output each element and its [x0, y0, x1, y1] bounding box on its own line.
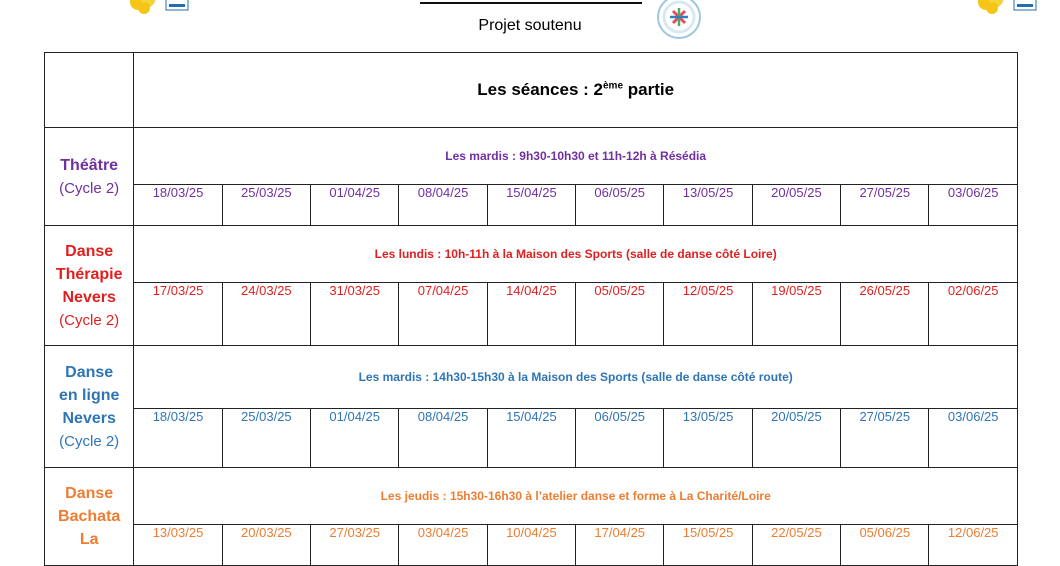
activity-name-line: La — [79, 531, 99, 548]
activity-label — [45, 346, 134, 468]
activity-info-row — [45, 226, 1018, 283]
activity-info-row — [45, 346, 1018, 409]
session-date-cell: 25/03/25 — [222, 185, 310, 226]
session-date-cell: 20/05/25 — [752, 185, 840, 226]
activity-dates-row — [45, 283, 1018, 346]
session-date-cell: 22/05/25 — [752, 525, 840, 566]
session-date-cell: 18/03/25 — [134, 409, 222, 468]
activity-schedule-info: Les mardis : 9h30-10h30 et 11h-12h à Résédia — [134, 128, 1018, 185]
activity-schedule-info: Les jeudis : 15h30-16h30 à l’atelier danse et forme à La Charité/Loire — [134, 468, 1018, 525]
page-subtitle: Projet soutenu — [478, 17, 582, 34]
activity-name-line: Thérapie — [55, 265, 123, 283]
session-date-cell: 20/05/25 — [752, 409, 840, 468]
session-date-cell: 10/04/25 — [487, 525, 575, 566]
corner-cell — [45, 53, 134, 128]
table-header-row — [45, 53, 1018, 128]
session-date-cell: 17/04/25 — [576, 525, 664, 566]
session-date-cell: 03/06/25 — [929, 185, 1018, 226]
activity-name-line: Bachata — [58, 508, 121, 525]
title-underline — [420, 2, 642, 4]
session-date-cell: 12/06/25 — [929, 525, 1018, 566]
session-date-cell: 08/04/25 — [399, 409, 487, 468]
activity-dates-row — [45, 409, 1018, 468]
activity-label — [45, 128, 134, 226]
session-date-cell: 13/03/25 — [134, 525, 222, 566]
session-date-cell: 13/05/25 — [664, 409, 752, 468]
activity-schedule-info: Les mardis : 14h30-15h30 à la Maison des Sports (salle de danse côté route) — [134, 346, 1018, 409]
activity-dates-row — [45, 525, 1018, 566]
activity-name-line: Nevers — [62, 288, 116, 306]
session-date-cell: 02/06/25 — [929, 283, 1018, 346]
activity-name-line: Danse — [65, 485, 114, 502]
session-date-cell: 01/04/25 — [311, 409, 399, 468]
session-date-cell: 27/05/25 — [841, 185, 929, 226]
table-title: Les séances : 2ème partie — [134, 53, 1018, 128]
session-date-cell: 20/03/25 — [222, 525, 310, 566]
session-date-cell: 15/05/25 — [664, 525, 752, 566]
activity-schedule-info: Les lundis : 10h-11h à la Maison des Sports (salle de danse côté Loire) — [134, 226, 1018, 283]
activity-info-row — [45, 468, 1018, 525]
session-date-cell: 05/06/25 — [841, 525, 929, 566]
session-date-cell: 07/04/25 — [399, 283, 487, 346]
activity-name-line: en ligne — [58, 386, 120, 404]
session-date-cell: 14/04/25 — [487, 283, 575, 346]
session-date-cell: 18/03/25 — [134, 185, 222, 226]
session-date-cell: 27/03/25 — [311, 525, 399, 566]
activity-cycle: (Cycle 2) — [59, 179, 120, 197]
activity-info-row — [45, 128, 1018, 185]
session-date-cell: 31/03/25 — [311, 283, 399, 346]
activity-name-line: Danse — [65, 363, 114, 381]
activity-cycle: (Cycle 2) — [59, 311, 120, 329]
session-date-cell: 03/06/25 — [929, 409, 1018, 468]
activity-label — [45, 226, 134, 346]
session-date-cell: 15/04/25 — [487, 409, 575, 468]
session-date-cell: 06/05/25 — [576, 409, 664, 468]
activity-cycle: (Cycle 2) — [59, 432, 120, 450]
session-date-cell: 13/05/25 — [664, 185, 752, 226]
schedule-table — [44, 52, 1018, 566]
session-date-cell: 26/05/25 — [841, 283, 929, 346]
session-date-cell: 17/03/25 — [134, 283, 222, 346]
session-date-cell: 24/03/25 — [222, 283, 310, 346]
activity-name-line: Nevers — [62, 409, 116, 427]
session-date-cell: 19/05/25 — [752, 283, 840, 346]
session-date-cell: 01/04/25 — [311, 185, 399, 226]
session-date-cell: 03/04/25 — [399, 525, 487, 566]
session-date-cell: 08/04/25 — [399, 185, 487, 226]
session-date-cell: 27/05/25 — [841, 409, 929, 468]
session-date-cell: 12/05/25 — [664, 283, 752, 346]
activity-label — [45, 468, 134, 566]
session-date-cell: 25/03/25 — [222, 409, 310, 468]
activity-name-line: Théâtre — [60, 156, 119, 174]
session-date-cell: 15/04/25 — [487, 185, 575, 226]
session-date-cell: 06/05/25 — [576, 185, 664, 226]
activity-name-line: Danse — [65, 242, 114, 260]
session-date-cell: 05/05/25 — [576, 283, 664, 346]
activity-dates-row — [45, 185, 1018, 226]
